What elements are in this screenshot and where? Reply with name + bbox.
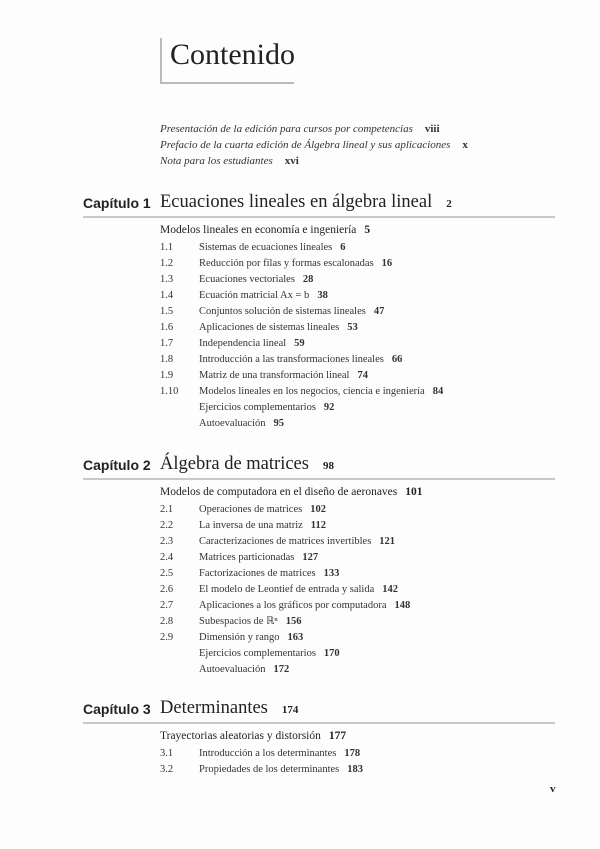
section-number: 2.1 <box>160 504 174 515</box>
chapter-heading <box>83 452 555 480</box>
section-page: 28 <box>302 274 314 285</box>
section-entry <box>160 256 392 272</box>
section-page: 16 <box>381 258 393 269</box>
section-entry <box>160 534 395 550</box>
section-title: Ejercicios complementarios <box>199 402 316 413</box>
section-entry <box>160 614 301 630</box>
section-page: 66 <box>391 354 403 365</box>
page-title: Contenido <box>170 38 295 71</box>
section-entry <box>160 662 289 678</box>
section-entry <box>160 630 303 646</box>
chapter-intro <box>160 730 346 742</box>
section-page: 59 <box>294 338 305 349</box>
intro-page: 5 <box>364 224 371 236</box>
chapter-label: Capítulo 2 <box>83 457 151 473</box>
chapter-intro <box>160 486 423 498</box>
chapter-heading <box>83 190 555 218</box>
section-number: 2.2 <box>160 520 174 531</box>
section-entry <box>160 550 318 566</box>
entry-page: xvi <box>284 155 299 167</box>
section-entry <box>160 288 328 304</box>
section-page: 163 <box>287 632 304 643</box>
section-title: Aplicaciones a los gráficos por computadora <box>199 600 387 611</box>
section-number: 2.7 <box>160 600 174 611</box>
section-entry <box>160 320 358 336</box>
section-number: 2.3 <box>160 536 174 547</box>
entry-page: viii <box>424 123 440 135</box>
section-page: 142 <box>382 584 398 595</box>
section-title: Autoevaluación <box>199 418 266 429</box>
section-title: Subespacios de ℝⁿ <box>199 616 278 627</box>
section-page: 47 <box>373 306 385 317</box>
section-number: 2.8 <box>160 616 174 627</box>
section-entry <box>160 746 360 762</box>
chapter-title <box>160 454 334 475</box>
section-entry <box>160 646 340 662</box>
intro-title: Modelos de computadora en el diseño de aeronaves <box>160 486 398 498</box>
section-page: 74 <box>357 370 368 381</box>
section-number: 1.1 <box>160 242 174 253</box>
section-title: El modelo de Leontief de entrada y salida <box>199 584 375 595</box>
chapter-page: 98 <box>322 460 334 472</box>
section-page: 102 <box>310 504 326 515</box>
section-entry <box>160 400 334 416</box>
section-title: Introducción a las transformaciones lineales <box>199 354 384 365</box>
section-entry <box>160 582 398 598</box>
section-page: 84 <box>432 386 444 397</box>
section-title: La inversa de una matriz <box>199 520 303 531</box>
section-page: 121 <box>379 536 396 547</box>
section-number: 1.8 <box>160 354 174 365</box>
section-number: 3.2 <box>160 764 174 775</box>
section-page: 112 <box>310 520 326 531</box>
section-page: 53 <box>347 322 358 333</box>
section-title: Caracterizaciones de matrices invertibles <box>199 536 372 547</box>
entry-title: Presentación de la edición para cursos por competencias <box>160 123 413 135</box>
section-number: 1.2 <box>160 258 174 269</box>
section-title: Ecuaciones vectoriales <box>199 274 295 285</box>
intro-title: Trayectorias aleatorias y distorsión <box>160 730 321 742</box>
section-title: Dimensión y rango <box>199 632 280 643</box>
section-page: 38 <box>317 290 328 301</box>
section-number: 1.10 <box>160 386 179 397</box>
section-entry <box>160 368 368 384</box>
chapter-label: Capítulo 3 <box>83 701 151 717</box>
section-entry <box>160 336 305 352</box>
section-title: Independencia lineal <box>199 338 287 349</box>
section-title: Propiedades de los determinantes <box>199 764 340 775</box>
section-page: 127 <box>302 552 319 563</box>
section-entry <box>160 384 443 400</box>
section-number: 2.5 <box>160 568 174 579</box>
entry-title: Nota para los estudiantes <box>160 155 273 167</box>
section-entry <box>160 762 363 778</box>
section-title: Ecuación matricial Ax = b <box>199 290 310 301</box>
section-title: Reducción por filas y formas escalonadas <box>199 258 374 269</box>
section-page: 133 <box>323 568 340 579</box>
section-page: 92 <box>323 402 335 413</box>
section-number: 2.6 <box>160 584 174 595</box>
chapter-heading <box>83 696 555 724</box>
section-number: 1.9 <box>160 370 174 381</box>
section-number: 1.5 <box>160 306 174 317</box>
section-entry <box>160 416 284 432</box>
section-title: Modelos lineales en los negocios, ciencia e ingeniería <box>199 386 425 397</box>
chapter-page: 2 <box>446 198 452 210</box>
section-entry <box>160 304 384 320</box>
section-title: Introducción a los determinantes <box>199 748 337 759</box>
chapter-title-text: Determinantes <box>160 698 268 718</box>
front-matter-entry <box>160 123 440 135</box>
section-number: 2.9 <box>160 632 174 643</box>
entry-page: x <box>462 139 468 151</box>
chapter-label: Capítulo 1 <box>83 195 151 211</box>
section-title: Operaciones de matrices <box>199 504 303 515</box>
section-number: 2.4 <box>160 552 174 563</box>
section-number: 1.4 <box>160 290 174 301</box>
section-title: Aplicaciones de sistemas lineales <box>199 322 340 333</box>
section-title: Ejercicios complementarios <box>199 648 316 659</box>
section-number: 3.1 <box>160 748 174 759</box>
front-matter-entry <box>160 155 299 167</box>
section-page: 156 <box>285 616 302 627</box>
section-entry <box>160 272 313 288</box>
section-entry <box>160 502 326 518</box>
intro-page: 177 <box>328 730 347 742</box>
chapter-intro <box>160 224 370 236</box>
chapter-title-text: Álgebra de matrices <box>160 454 309 474</box>
chapter-title <box>160 192 452 213</box>
section-title: Factorizaciones de matrices <box>199 568 316 579</box>
section-page: 95 <box>273 418 284 429</box>
section-page: 6 <box>340 242 346 253</box>
section-page: 172 <box>273 664 290 675</box>
section-number: 1.3 <box>160 274 174 285</box>
chapter-title-text: Ecuaciones lineales en álgebra lineal <box>160 192 433 212</box>
chapter-page: 174 <box>281 704 299 716</box>
section-title: Sistemas de ecuaciones lineales <box>199 242 333 253</box>
section-entry <box>160 598 410 614</box>
intro-title: Modelos lineales en economía e ingeniería <box>160 224 357 236</box>
section-number: 1.6 <box>160 322 174 333</box>
section-title: Conjuntos solución de sistemas lineales <box>199 306 366 317</box>
section-entry <box>160 352 402 368</box>
page-number: v <box>550 783 556 795</box>
section-page: 178 <box>344 748 361 759</box>
section-number: 1.7 <box>160 338 174 349</box>
section-title: Matriz de una transformación lineal <box>199 370 350 381</box>
section-page: 183 <box>347 764 364 775</box>
entry-title: Prefacio de la cuarta edición de Álgebra lineal y sus aplicaciones <box>160 139 451 151</box>
section-title: Autoevaluación <box>199 664 266 675</box>
section-page: 148 <box>394 600 411 611</box>
section-page: 170 <box>323 648 340 659</box>
section-entry <box>160 518 326 534</box>
intro-page: 101 <box>405 486 423 498</box>
section-entry <box>160 240 346 256</box>
section-entry <box>160 566 339 582</box>
section-title: Matrices particionadas <box>199 552 295 563</box>
front-matter-entry <box>160 139 468 151</box>
chapter-title <box>160 698 298 719</box>
